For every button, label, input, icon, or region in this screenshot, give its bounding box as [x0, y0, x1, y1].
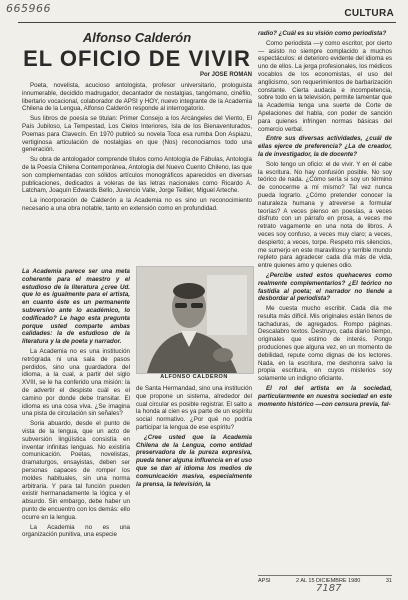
interview-answer: de Santa Hermandad, sino una institución que propone un sistema, alrededor del cual circular es posible registrar. El salto a la honda al cien es ya parte de un espíritu social normativo. ¿Por qué no podría participar la lengua de ese espíritu?	[136, 385, 252, 431]
intro-paragraph: Sus libros de poesía se titulan: Primer Consejo a los Arcángeles del Viento, El País Jubiloso, La Tempestad, Los Cielos Interiores, Isla de los Bienaventurados, Poemas para Clavecín. En 1970 publicó su novela Toca esa rumba Don Aspiazu, vertiginosa articulación de nostalgias en que (Nos) reconociamos todo una generación.	[22, 115, 252, 154]
intro-text	[22, 82, 252, 215]
interview-question: La Academia parece ser una meta coherente para el maestro y el estudioso de la literatura ¿cree Ud. que lo es igualmente para el artista, en cuanto éste es un permanente subversivo ante lo académico, lo codificado? Le hago esta pregunta porque usted comparte ambas calidades: la de estudioso de la literatura y la de poeta y narrador.	[22, 268, 130, 346]
interview-question: radio? ¿Cuál es su visión como periodista?	[258, 30, 387, 37]
article-author-name: Alfonso Calderón	[82, 30, 192, 45]
interview-answer: Soria abuardo, desde el punto de vista de la lengua, que un acto de subversión lingüística consistía en inventar infinitas lenguas. No existiría comunicación. Poetas, novelistas, dramaturgos, ensayistas, deben ser personas capaces de romper los moldes habituales, sin una norma arbitraria. Y para tal función pueden existir hermanadamente la lógica y el absurdo. Sin embargo, debe haber un punto de encuentro con los demás: ello ocurre en la lengua.	[22, 420, 131, 521]
interview-question: ¿Percibe usted estos quehaceres como realmente complementarios? ¿El teórico no fastidia al poeta; el narrador no tiende a desbordar al periodista?	[258, 271, 392, 303]
interview-question: Entre sus diversas actividades, ¿cuál de ellas ejerce de preferencia? ¿La de creador, la de investigador, la de docente?	[258, 135, 392, 158]
article-byline: Por JOSE ROMAN	[199, 72, 252, 78]
left-column	[22, 268, 130, 541]
author-photo	[136, 266, 254, 374]
interview-answer: La Academia no es una institución retrógrada ni una sala de pasos perdidos, sino una guardadora del idioma, a la cual, a partir del siglo XVIII, se le ha conferido una misión: la de advertir el despiste cuál es el camino por donde debe transitar. El idioma es una cosa viva. ¿Se imagina una pista de circulación sin señales?	[22, 347, 130, 418]
handwritten-annotation: 7187	[316, 583, 342, 594]
footer-issue-dates: 2 AL 15 DICIEMBRE 1980	[296, 578, 361, 584]
intro-paragraph: La incorporación de Calderón a la Academia no es sino un reconocimiento necesario a una obra notable, tanto en extensión como en profundidad.	[22, 197, 252, 212]
interview-answer: La Academia no es una organización punitiva, una especie	[22, 523, 130, 539]
article-title: EL OFICIO DE VIVIR	[23, 46, 251, 71]
section-label: CULTURA	[344, 8, 394, 19]
interview-answer: Como periodista —y como escritor, por cierto— asisto no siempre complacido a muchos espectáculos: el deterioro evidente del idioma es uno de ellos. La jerga profesionales, los médicos vocablos de los economistas, el uso del anglicismo, son requerimientos de barbarización constante. Cierta audacia e incompetencia, sobre todo en la televisión, permite lamentar que la Academia tenga una suerte de Corte de Apelaciones del habla, con poder de sanción para quienes infringen normas básicas del comercio verbal.	[258, 39, 392, 133]
handwritten-catalog-number: 665966	[6, 2, 51, 15]
article-header	[22, 30, 252, 78]
intro-paragraph: Su obra de antologador comprende títulos como Antología de Fábulas, Antología de la Poesía Chilena Contemporánea, Antología del Nuevo Cuento Chileno, las que son complementadas con sólidos artículos monográficos aparecidos en diversas publicaciones, dedicados a voleras de las letras nacionales como Ricardo A. Latcham, Joaquín Edwards Bello, Juvencio Valle, Jorge Teillier, Miguel Arteche.	[22, 156, 252, 195]
portrait-image	[137, 267, 253, 373]
interview-answer: Solo tengo un oficio: el de vivir. Y en él cabe la escritura. No hay confusión posible. No soy teórico de nada. ¿Cómo sería si soy un término de conocerme a mí mismo? Tal vez nunca pueda lograrlo. ¿Cómo pretender conocer la naturaleza humana y atreverse a formular teorías? A veces pienso en poesías, a veces disfruto con un párrafo en prosa, a veces me retrato vagamente en una nota de libros. A veces soy confuso, a veces muy claro; a veces, despierto; a veces, torpe. Respeto mis silencios, me sumerjo en este maravilloso y terrible mundo repleto para agradecer cada día más de vida, entre quienes amo y quienes odio.	[258, 160, 392, 270]
middle-column	[136, 385, 252, 490]
interview-question: El rol del artista en la sociedad, particularmente en nuestra sociedad en este momento histórico —con censura previa, fal-	[258, 385, 392, 408]
section-header-bar	[18, 8, 396, 23]
right-column	[258, 30, 392, 410]
footer-magazine-name: APSI	[258, 578, 271, 584]
footer-page-number: 31	[385, 578, 392, 584]
photo-caption: ALFONSO CALDERON	[160, 374, 228, 380]
intro-paragraph: Poeta, novelista, acucioso antologista, profesor universitario, prologuista innumerable, decidido madrugador, decantador de nostalgias, tangómano, cinéfilo, libertario vocacional, colaborador de APSI y HOY, nuevo integrante de la Academia Chilena de la Lengua, Alfonso Calderón responde al interrogatorio.	[22, 82, 252, 113]
interview-answer: Me cuesta mucho escribir. Cada día me resulta más difícil. Mis originales están llenos de tachaduras, de agregados. Rompo páginas. Descalabro textos. Destruyo, cada diario tiempo, originales que estimo de interés. Pongo produciones que alguna vez, en un momento de debilidad, repute como dignas de los lectores. Nada, en la escritura, me deshonra salvo la propia escritura, en cuyos misterios soy solamente un indigno oficiante.	[258, 305, 392, 383]
interview-question: ¿Cree usted que la Academia Chilena de la Lengua, como entidad preservadora de la pureza expresiva, pueda tener alguna influencia en el uso que se dan al idioma los medios de comunicación masiva, especialmente la prensa, la televisión, la	[136, 433, 252, 488]
